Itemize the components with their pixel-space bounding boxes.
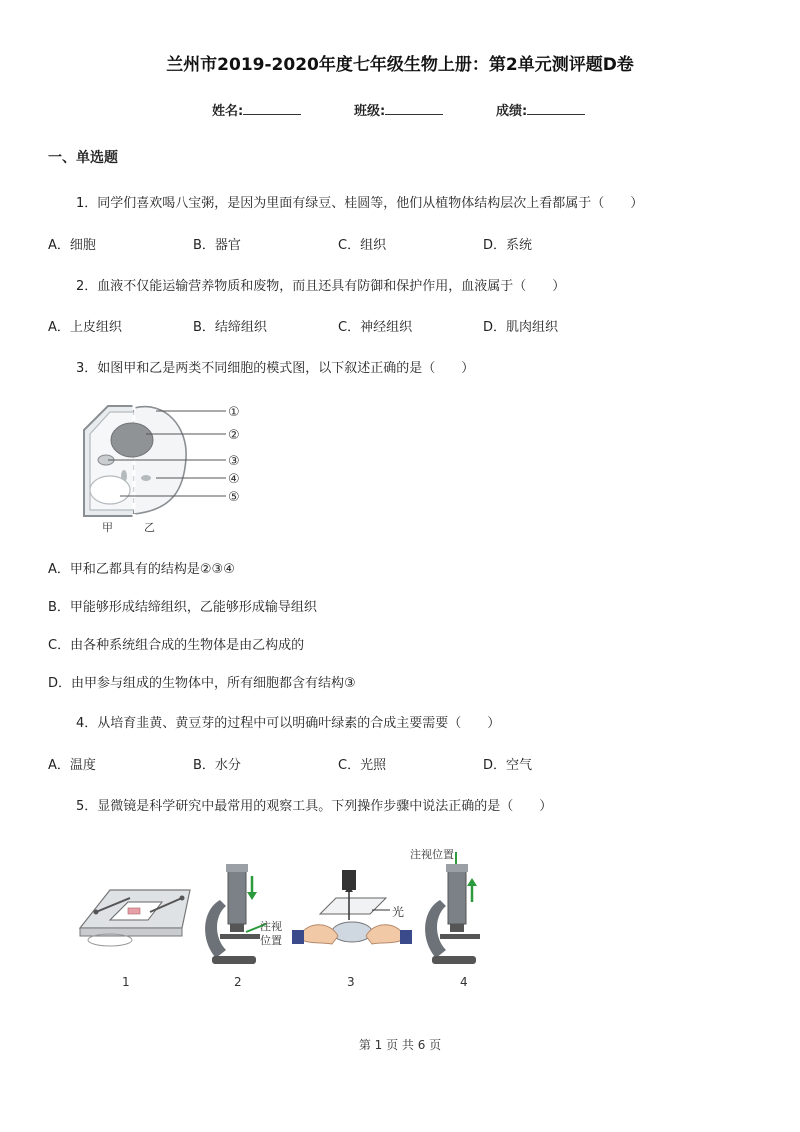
option-b: B．器官	[193, 238, 241, 253]
class-field	[354, 100, 443, 119]
microscope-steps-figure	[70, 840, 510, 1000]
cell-diagram	[76, 398, 256, 538]
question-stem: 1．同学们喜欢喝八宝粥，是因为里面有绿豆、桂圆等，他们从植物体结构层次上看都属于（ ）	[76, 196, 644, 211]
label-left: 甲	[102, 521, 113, 534]
question-stem: 3．如图甲和乙是两类不同细胞的模式图，以下叙述正确的是（ ）	[76, 361, 475, 376]
step-number-1: 1	[122, 975, 130, 989]
step-4-illustration	[410, 848, 480, 964]
score-blank	[527, 102, 585, 115]
class-blank	[385, 102, 443, 115]
nucleus-shape	[111, 423, 153, 457]
step-number-2: 2	[234, 975, 242, 989]
label-1: ①	[228, 405, 240, 420]
vacuole-shape	[90, 476, 130, 504]
question-stem: 5．显微镜是科学研究中最常用的观察工具。下列操作步骤中说法正确的是（ ）	[76, 799, 553, 814]
option-b: B．水分	[193, 758, 241, 773]
step-number-4: 4	[460, 975, 468, 989]
step-1-illustration	[80, 890, 190, 946]
look-note-2a: 注视	[260, 920, 282, 933]
label-3: ③	[228, 454, 240, 469]
option-b: B．甲能够形成结缔组织，乙能够形成输导组织	[48, 600, 317, 615]
name-blank	[243, 102, 301, 115]
option-d: D．系统	[483, 238, 533, 253]
score-label: 成绩:	[496, 104, 528, 119]
mitochondria-shape	[141, 475, 151, 481]
option-d: D．由甲参与组成的生物体中，所有细胞都含有结构③	[48, 676, 356, 691]
section-heading: 一、单选题	[48, 150, 118, 166]
look-note-4: 注视位置	[410, 848, 454, 861]
label-5: ⑤	[228, 490, 240, 505]
option-c: C．组织	[338, 238, 387, 253]
light-label: 光	[392, 905, 405, 919]
step-2-illustration	[205, 864, 282, 964]
question-stem: 2．血液不仅能运输营养物质和废物，而且还具有防御和保护作用，血液属于（ ）	[76, 279, 566, 294]
page-title: 兰州市2019-2020年度七年级生物上册：第2单元测评题D卷	[166, 55, 634, 75]
option-c: C．光照	[338, 758, 387, 773]
option-a: A．甲和乙都具有的结构是②③④	[48, 562, 235, 577]
option-d: D．空气	[483, 758, 533, 773]
option-b: B．结缔组织	[193, 320, 267, 335]
label-2: ②	[228, 428, 240, 443]
option-a: A．上皮组织	[48, 320, 122, 335]
label-right: 乙	[144, 521, 155, 534]
score-field	[496, 100, 585, 119]
option-c: C．神经组织	[338, 320, 413, 335]
label-4: ④	[228, 472, 240, 487]
option-a: A．细胞	[48, 238, 96, 253]
class-label: 班级:	[354, 104, 386, 119]
question-stem: 4．从培育韭黄、黄豆芽的过程中可以明确叶绿素的合成主要需要（ ）	[76, 716, 501, 731]
step-number-3: 3	[347, 975, 355, 989]
option-d: D．肌肉组织	[483, 320, 559, 335]
page-footer: 第 1 页 共 6 页	[358, 1038, 442, 1052]
option-a: A．温度	[48, 758, 96, 773]
step-3-illustration	[292, 870, 412, 944]
name-label: 姓名:	[212, 104, 244, 119]
option-c: C．由各种系统组合成的生物体是由乙构成的	[48, 638, 305, 653]
look-note-2b: 位置	[260, 934, 282, 947]
name-field	[212, 100, 301, 119]
